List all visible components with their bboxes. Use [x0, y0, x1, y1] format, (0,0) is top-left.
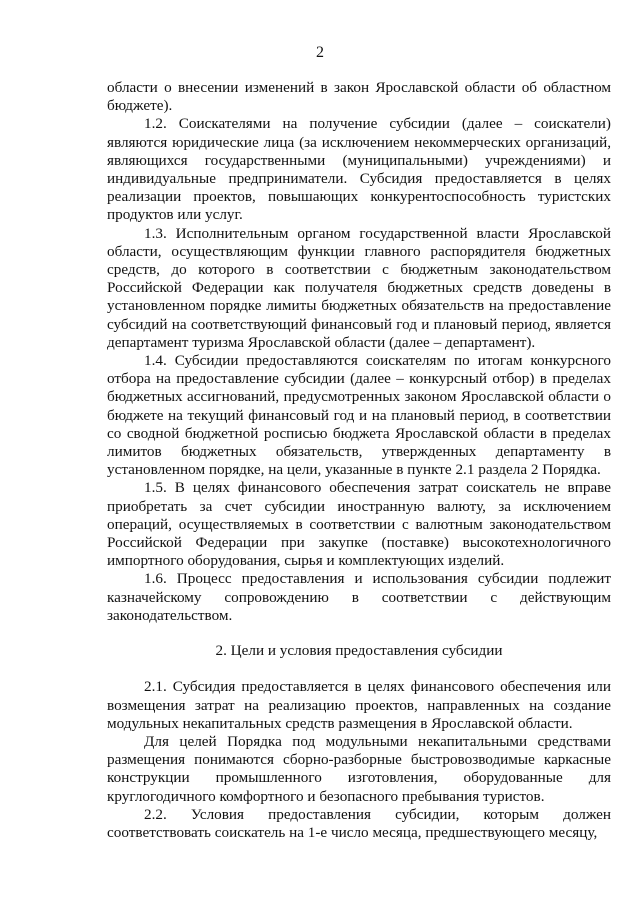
paragraph-1-3: 1.3. Исполнительным органом государственной власти Ярославской области, осуществляющим функции главного распорядителя бюджетных средств, до которого в соответствии с бюджетным законодательством Российской Федерации как получателя бюджетных средств доведены в установленном порядке лимиты бюджетных обязательств на предоставление субсидий на соответствующий финансовый год и плановый период, является департамент туризма Ярославской области (далее – департамент).: [107, 224, 611, 351]
paragraph-1-4: 1.4. Субсидии предоставляются соискателям по итогам конкурсного отбора на предоставление субсидии (далее – конкурсный отбор) в пределах бюджетных ассигнований, предусмотренных законом Ярославской области о бюджете на текущий финансовый год и на плановый период, в соответствии со сводной бюджетной росписью бюджета Ярославской области в пределах лимитов бюджетных обязательств, утвержденных департаменту в установленном порядке, на цели, указанные в пункте 2.1 раздела 2 Порядка.: [107, 352, 611, 479]
paragraph-2-2: 2.2. Условия предоставления субсидии, которым должен соответствовать соискатель на 1-е число месяца, предшествующего месяцу,: [107, 805, 611, 841]
page-number: 2: [316, 44, 324, 61]
section-heading: 2. Цели и условия предоставления субсидии: [215, 642, 503, 660]
paragraph-definition: Для целей Порядка под модульными некапитальными средствами размещения понимаются сборно-разборные быстровозводимые каркасные конструкции промышленного изготовления, оборудованные для круглогодичного комфортного и безопасного пребывания туристов.: [107, 732, 611, 805]
paragraph-1-2: 1.2. Соискателями на получение субсидии (далее – соискатели) являются юридические лица (за исключением некоммерческих организаций, являющихся государственными (муниципальными) учреждениями) и индивидуальные предприниматели. Субсидия предоставляется в целях реализации проектов, повышающих конкурентоспособность туристских продуктов или услуг.: [107, 115, 611, 224]
paragraph-continuation: области о внесении изменений в закон Ярославской области об областном бюджете).: [107, 79, 611, 115]
document-body: [107, 79, 611, 842]
paragraph-1-6: 1.6. Процесс предоставления и использования субсидии подлежит казначейскому сопровождению в соответствии с действующим законодательством.: [107, 570, 611, 624]
paragraph-1-5: 1.5. В целях финансового обеспечения затрат соискатель не вправе приобретать за счет субсидии иностранную валюту, за исключением операций, осуществляемых в соответствии с валютным законодательством Российской Федерации при закупке (поставке) высокотехнологичного импортного оборудования, сырья и комплектующих изделий.: [107, 479, 611, 570]
paragraph-2-1: 2.1. Субсидия предоставляется в целях финансового обеспечения или возмещения затрат на реализацию проектов, направленных на создание модульных некапитальных средств размещения в Ярославской области.: [107, 678, 611, 732]
